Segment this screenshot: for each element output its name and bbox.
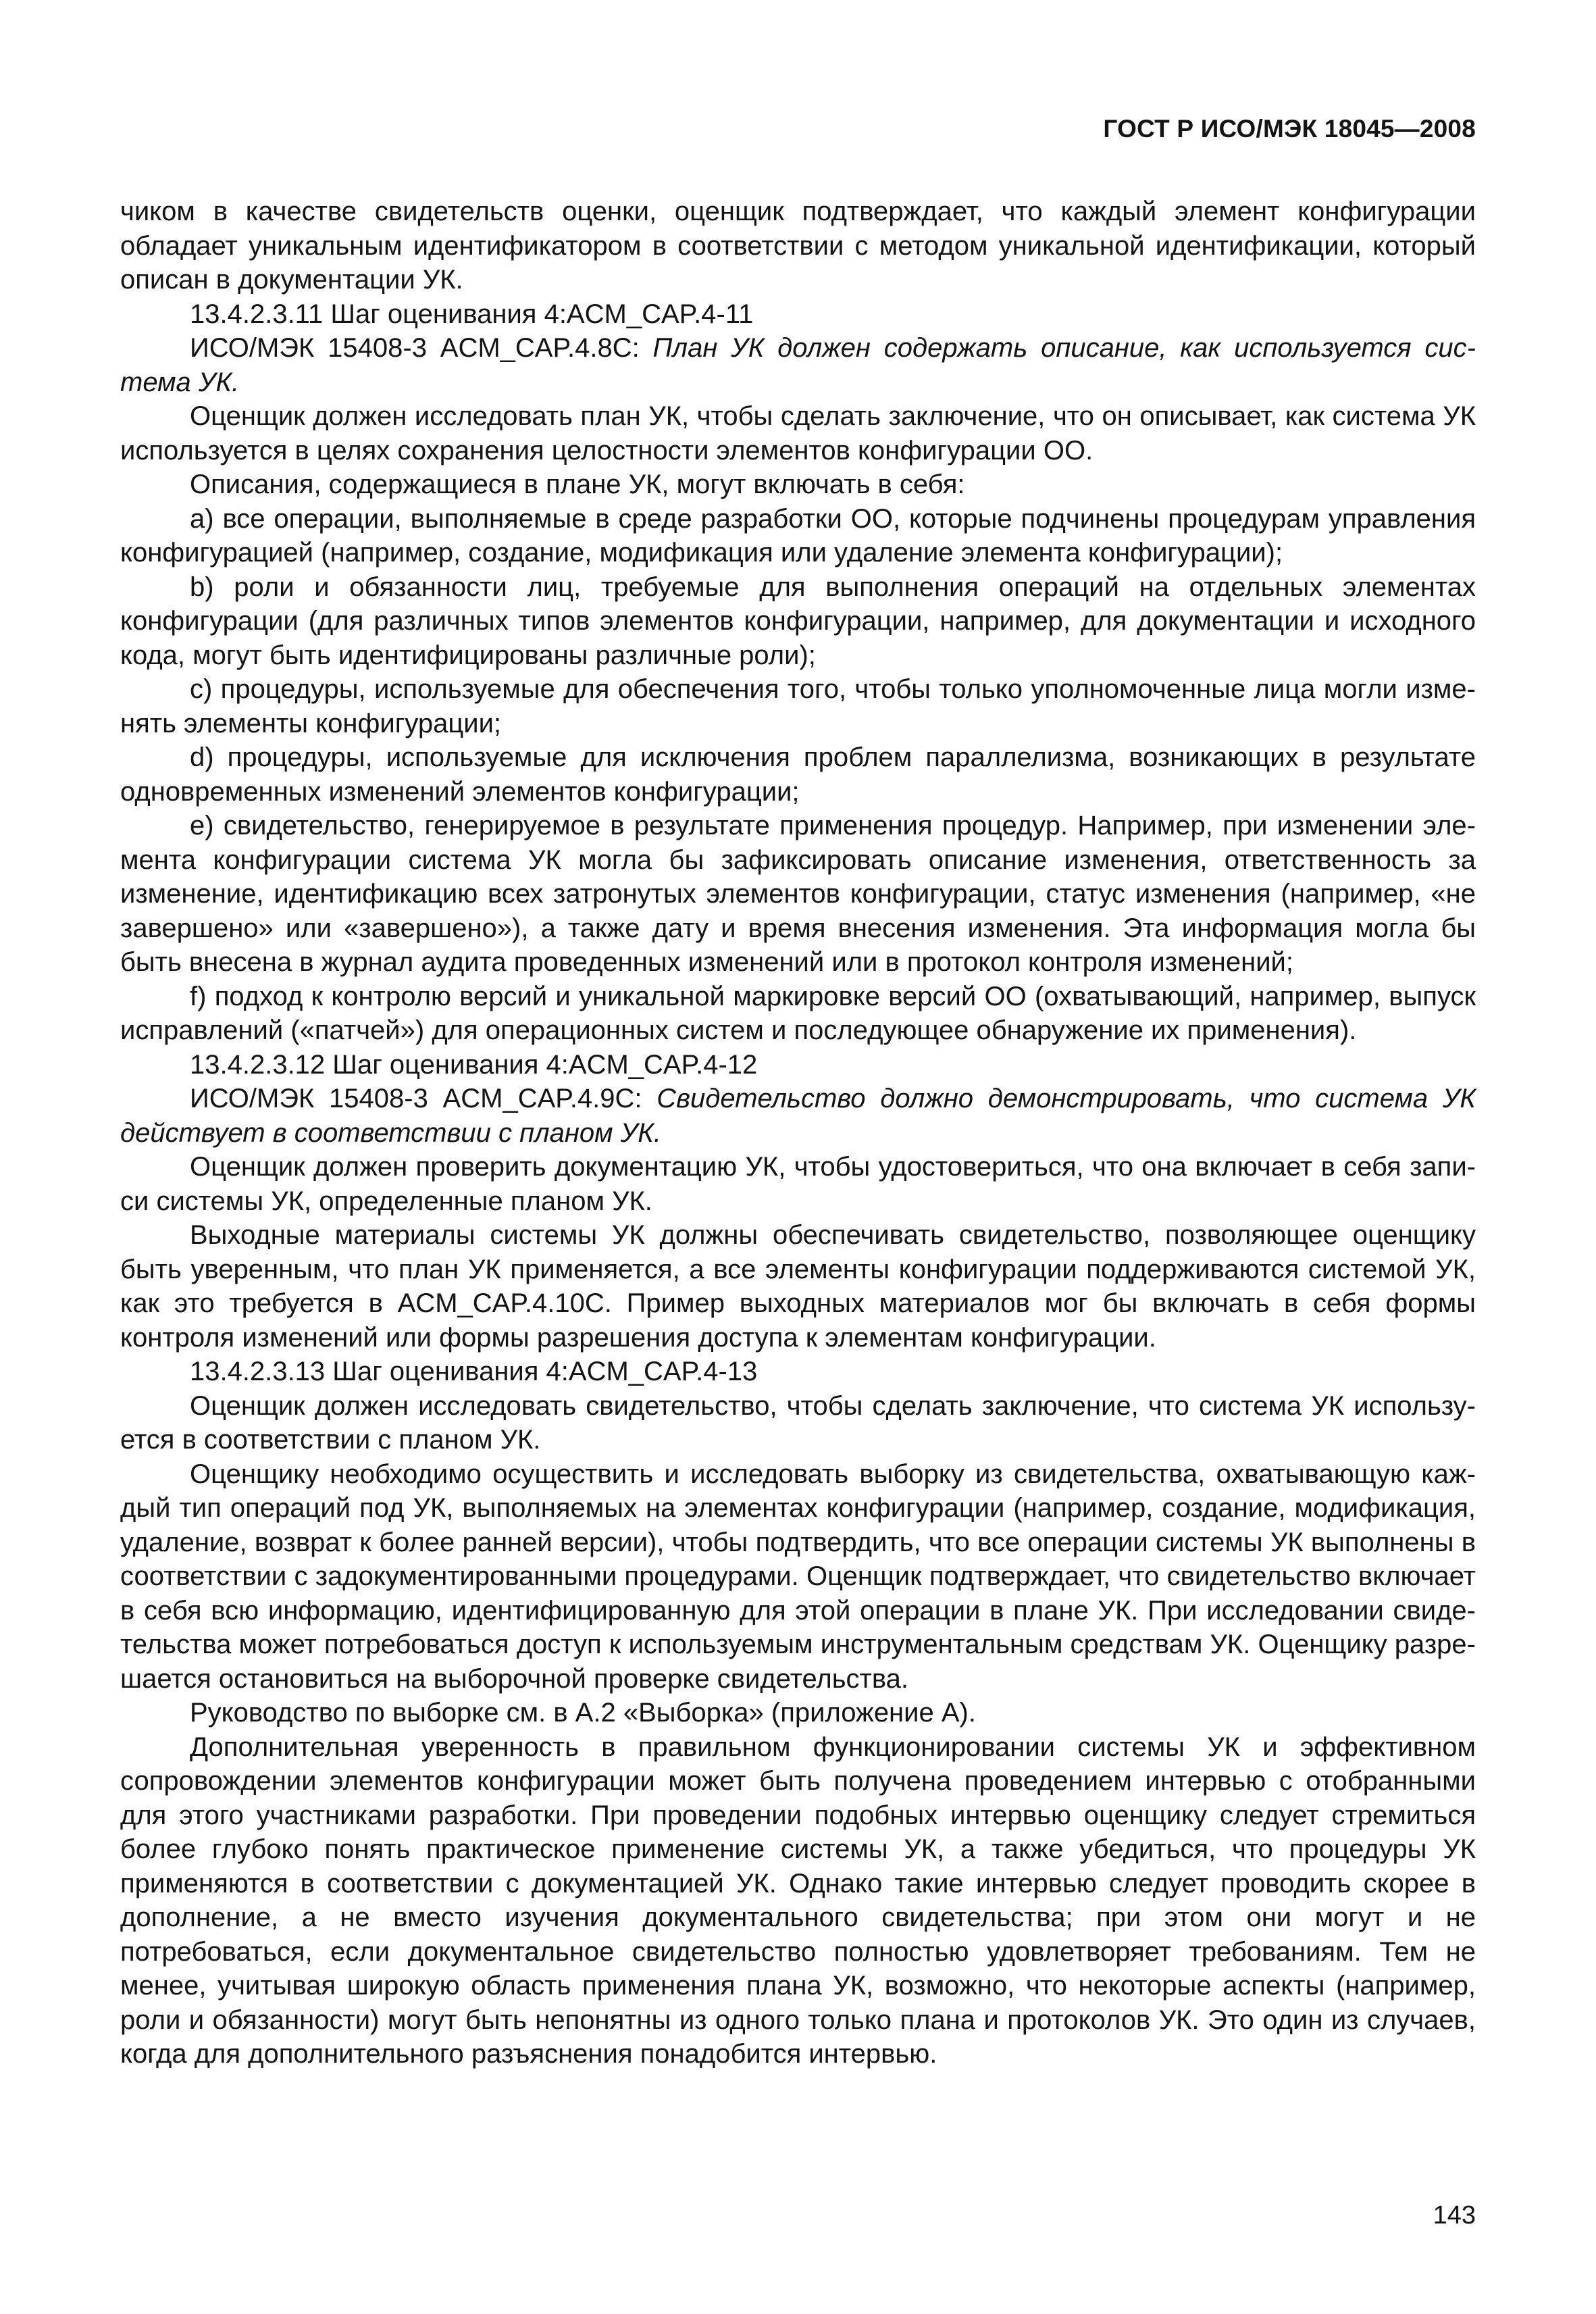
list-item-a: a) все операции, выполняемые в среде разработки ОО, которые подчинены процедурам управления конфигурацией (например, создание, модификация или удаление элемента конфигурации);	[120, 503, 1476, 568]
paragraph: Оценщику необходимо осуществить и исследовать выборку из свидетельства, охватывающую каждый тип операций под УК, выполняемых на элементах конфигурации (например, создание, модификация, удаление, возврат к более ранней версии), чтобы подтвердить, что все операции системы УК выполнены в соответствии с задокументированными процедурами. Оценщик подтверждает, что свидетельство включает в себя всю информацию, идентифицированную для этой операции в плане УК. При исследовании свидетельства может потребоваться доступ к используемым инструментальным средствам УК. Оценщику разрешается остановиться на выборочной проверке свидетельства.	[120, 1459, 1476, 1694]
list-item-c: c) процедуры, используемые для обеспечения того, чтобы только уполномоченные лица могли изменять элементы конфигурации;	[120, 674, 1476, 738]
paragraph: Оценщик должен исследовать свидетельство, чтобы сделать заключение, что система УК используется в соответствии с планом УК.	[120, 1390, 1476, 1455]
requirement-text: Свидетельство должно демонстрировать, что система УК действует в соответствии с планом УК.	[120, 1084, 1476, 1148]
paragraph: Дополнительная уверенность в правильном функционировании системы УК и эффективном сопровождении элементов конфигурации может быть получена проведением интервью с отобранными для этого участниками разработки. При проведении подобных интервью оценщику следует стремиться более глубоко понять практическое применение системы УК, а также убедиться, что процедуры УК применяются в соответствии с документацией УК. Однако такие интервью следует проводить скорее в дополнение, а не вместо изучения документального свидетельства; при этом они могут и не потребоваться, если документальное свидетельство полностью удовлетворяет требованиям. Тем не менее, учитывая широкую область применения плана УК, возможно, что некоторые аспекты (например, роли и обязанности) могут быть непонятны из одного только плана и протоколов УК. Это один из случаев, когда для дополнительного разъяснения понадобится интервью.	[120, 1732, 1476, 2069]
list-item-e: e) свидетельство, генерируемое в результате применения процедур. Например, при изменении элемента конфигурации система УК могла бы зафиксировать описание изменения, ответственность за изменение, идентификацию всех затронутых элементов конфигурации, статус изменения (например, «не завершено» или «завершено»), а также дату и время внесения изменения. Эта информация могла бы быть внесена в журнал аудита проведенных изменений или в протокол контроля изменений;	[120, 811, 1476, 977]
evaluation-step-heading: 13.4.2.3.12 Шаг оценивания 4:ACM_CAP.4-12	[190, 1049, 758, 1080]
paragraph: Оценщик должен исследовать план УК, чтобы сделать заключение, что он описывает, как система УК используется в целях сохранения целостности элементов конфигурации ОО.	[120, 401, 1476, 466]
requirement-paragraph	[120, 331, 1476, 399]
paragraph: Оценщик должен проверить документацию УК, чтобы удостовериться, что она включает в себя записи системы УК, определенные планом УК.	[120, 1152, 1476, 1216]
requirement-paragraph	[120, 1082, 1476, 1150]
paragraph: Выходные материалы системы УК должны обеспечивать свидетельство, позволяющее оценщику быть уверенным, что план УК применяется, а все элементы конфигурации поддерживаются системой УК, как это требуется в ACM_CAP.4.10C. Пример выходных материалов мог бы включать в себя формы контроля изменений или формы разрешения доступа к элементам конфигурации.	[120, 1220, 1476, 1353]
document-header: ГОСТ Р ИСО/МЭК 18045—2008	[1103, 115, 1476, 143]
document-body	[120, 195, 1476, 2071]
page-number: 143	[1433, 2201, 1476, 2230]
list-item-d: d) процедуры, используемые для исключения проблем параллелизма, возникающих в результате одновременных изменений элементов конфигурации;	[120, 743, 1476, 807]
paragraph: Описания, содержащиеся в плане УК, могут включать в себя:	[190, 470, 965, 499]
paragraph: Руководство по выборке см. в А.2 «Выборка» (приложение А).	[190, 1698, 976, 1728]
evaluation-step-heading: 13.4.2.3.11 Шаг оценивания 4:ACM_CAP.4-11	[190, 299, 754, 329]
list-item-f: f) подход к контролю версий и уникальной маркировке версий ОО (охватывающий, например, выпуск исправлений («патчей») для операционных систем и последующее обнаружение их применения).	[120, 981, 1476, 1045]
requirement-reference: ИСО/МЭК 15408-3 ACM_CAP.4.8C:	[190, 333, 653, 363]
evaluation-step-heading: 13.4.2.3.13 Шаг оценивания 4:ACM_CAP.4-13	[190, 1357, 758, 1386]
paragraph-continuation: чиком в качестве свидетельств оценки, оценщик подтверждает, что каждый элемент конфигурации обладает уникальным идентификатором в соответствии с методом уникальной идентификации, который описан в документации УК.	[120, 197, 1476, 295]
list-item-b: b) роли и обязанности лиц, требуемые для выполнения операций на отдельных элементах конфигурации (для различных типов элементов конфигурации, например, для документации и исходного кода, могут быть идентифицированы различные роли);	[120, 572, 1476, 670]
requirement-reference: ИСО/МЭК 15408-3 ACM_CAP.4.9C:	[190, 1084, 657, 1113]
requirement-text: План УК должен содержать описание, как используется система УК.	[120, 333, 1476, 397]
